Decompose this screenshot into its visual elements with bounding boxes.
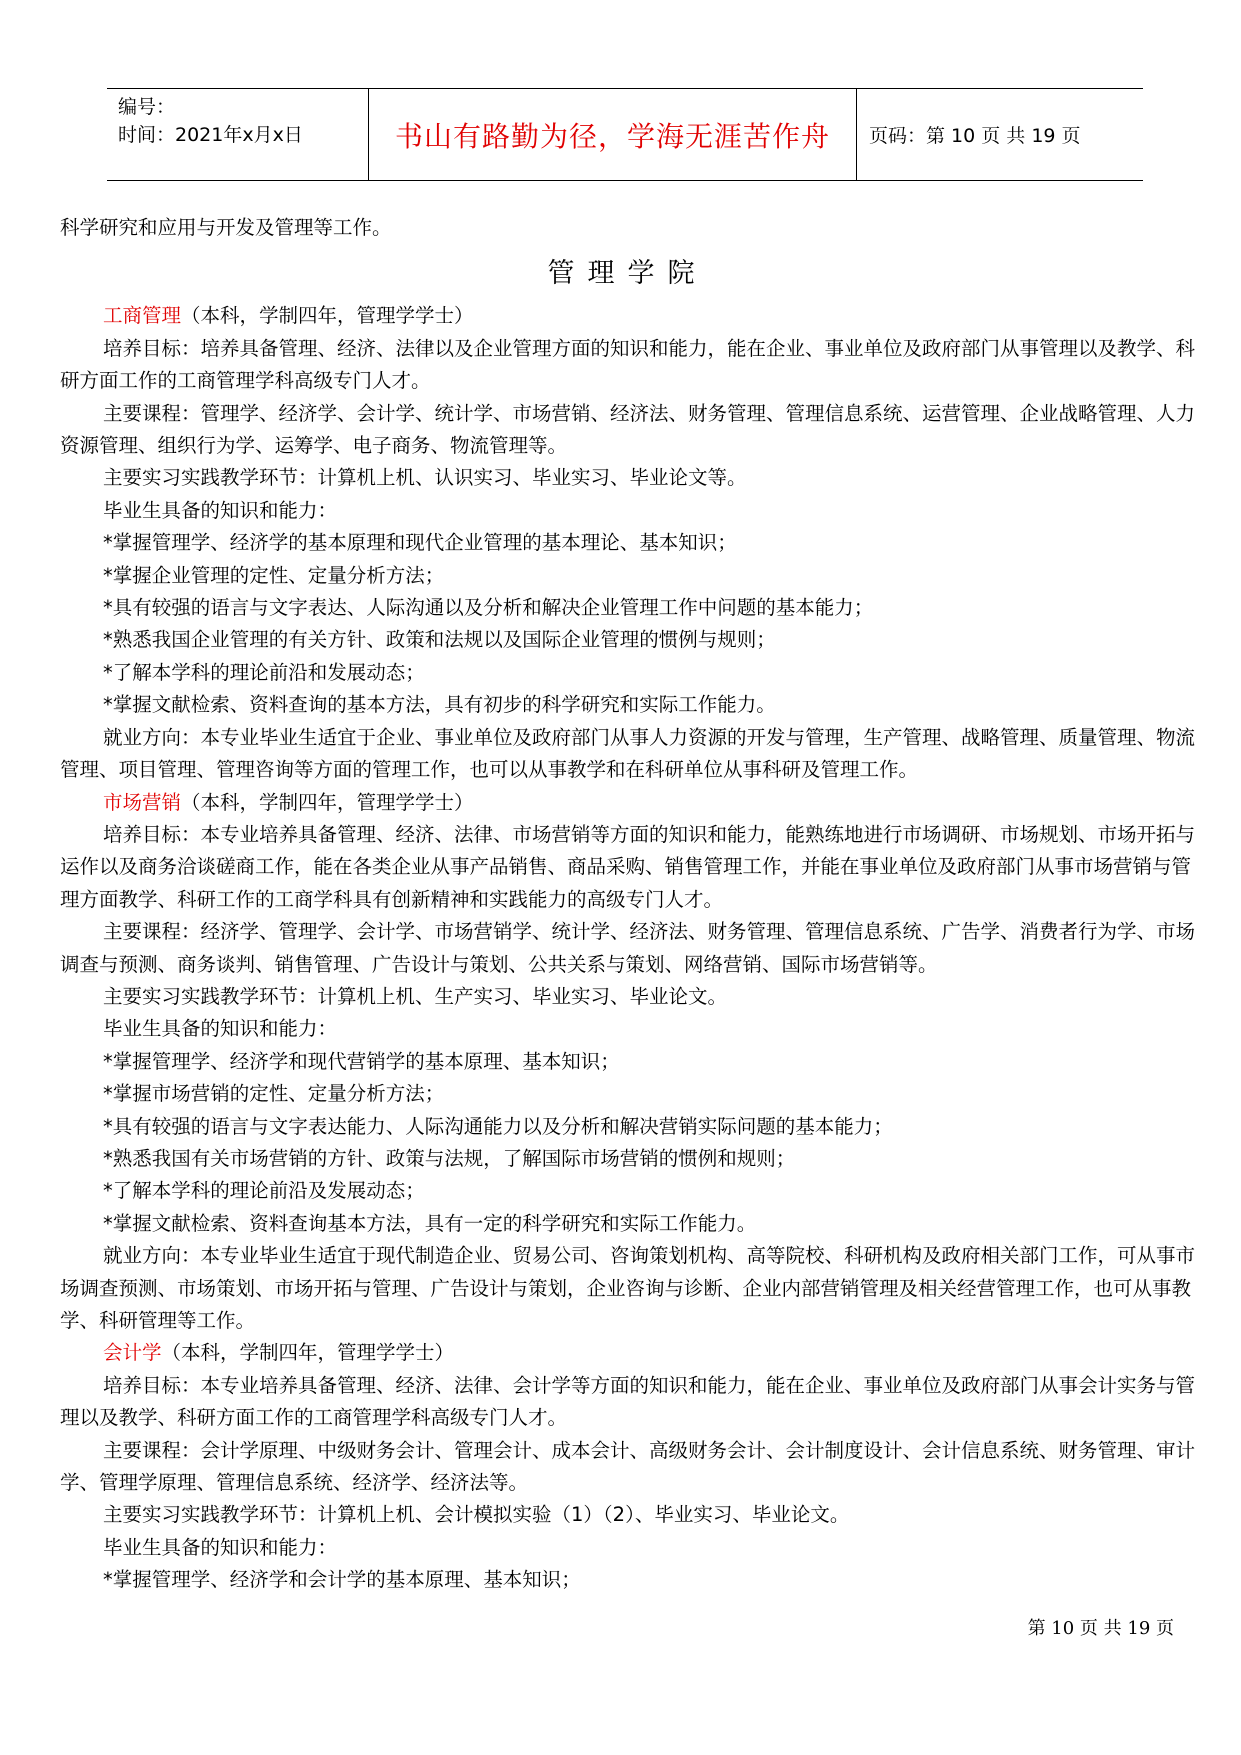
major-heading <box>60 300 1195 332</box>
major-meta: （本科，学制四年，管理学学士） <box>181 790 474 814</box>
section-paragraph: 培养目标：培养具备管理、经济、法律以及企业管理方面的知识和能力，能在企业、事业单位及政府部门从事管理以及教学、科研方面工作的工商管理学科高级专门人才。 <box>60 336 1196 393</box>
ability-item: *掌握管理学、经济学和会计学的基本原理、基本知识； <box>103 1568 581 1592</box>
ability-item: *掌握企业管理的定性、定量分析方法； <box>103 563 445 587</box>
ability-item: *掌握市场营销的定性、定量分析方法； <box>103 1082 445 1106</box>
ability-item: *了解本学科的理论前沿及发展动态； <box>103 1179 425 1203</box>
intro-line: 科学研究和应用与开发及管理等工作。 <box>60 216 392 239</box>
ability-item: *了解本学科的理论前沿和发展动态； <box>103 660 425 684</box>
major-heading <box>60 787 1195 819</box>
ability-item: *具有较强的语言与文字表达、人际沟通以及分析和解决企业管理工作中问题的基本能力； <box>103 596 874 620</box>
major-name: 会计学 <box>103 1341 162 1365</box>
major-section <box>60 300 1195 786</box>
number-label: 编号： <box>118 96 176 118</box>
page-footer: 第 10 页 共 19 页 <box>1027 1618 1174 1639</box>
major-name: 市场营销 <box>103 790 182 814</box>
major-section <box>60 1337 1195 1596</box>
ability-item: *掌握文献检索、资料查询基本方法，具有一定的科学研究和实际工作能力。 <box>103 1211 757 1235</box>
motto: 书山有路勤为径，学海无涯苦作舟 <box>369 89 857 180</box>
major-name: 工商管理 <box>103 304 182 328</box>
page-header <box>107 88 1143 181</box>
ability-item: *掌握管理学、经济学和现代营销学的基本原理、基本知识； <box>103 1049 620 1073</box>
section-paragraph: 毕业生具备的知识和能力： <box>103 1535 338 1559</box>
document-body <box>60 212 1195 1597</box>
section-paragraph: 主要实习实践教学环节：计算机上机、认识实习、毕业实习、毕业论文等。 <box>103 466 747 490</box>
ability-item: *熟悉我国企业管理的有关方针、政策和法规以及国际企业管理的惯例与规则； <box>103 628 776 652</box>
major-meta: （本科，学制四年，管理学学士） <box>161 1341 455 1365</box>
major-meta: （本科，学制四年，管理学学士） <box>181 304 474 328</box>
section-paragraph: 毕业生具备的知识和能力： <box>103 1017 338 1041</box>
section-paragraph: 主要实习实践教学环节：计算机上机、会计模拟实验（1）（2）、毕业实习、毕业论文。 <box>103 1503 850 1527</box>
major-heading <box>60 1337 1195 1369</box>
section-paragraph: 主要课程：会计学原理、中级财务会计、管理会计、成本会计、高级财务会计、会计制度设计、会计信息系统、财务管理、审计学、管理学原理、管理信息系统、经济学、经济法等。 <box>60 1438 1196 1495</box>
ability-item: *掌握文献检索、资料查询的基本方法，具有初步的科学研究和实际工作能力。 <box>103 693 776 717</box>
employment-paragraph: 就业方向：本专业毕业生适宜于现代制造企业、贸易公司、咨询策划机构、高等院校、科研机构及政府相关部门工作，可从事市场调查预测、市场策划、市场开拓与管理、广告设计与策划，企业咨询与诊断、企业内部营销管理及相关经营管理工作，也可从事教学、科研管理等工作。 <box>60 1244 1196 1332</box>
ability-item: *熟悉我国有关市场营销的方针、政策与法规，了解国际市场营销的惯例和规则； <box>103 1146 796 1170</box>
section-paragraph: 主要课程：管理学、经济学、会计学、统计学、市场营销、经济法、财务管理、管理信息系统、运营管理、企业战略管理、人力资源管理、组织行为学、运筹学、电子商务、物流管理等。 <box>60 401 1196 458</box>
ability-item: *具有较强的语言与文字表达能力、人际沟通能力以及分析和解决营销实际问题的基本能力； <box>103 1114 893 1138</box>
page-code: 页码：第 10 页 共 19 页 <box>869 125 1081 147</box>
section-paragraph: 培养目标：本专业培养具备管理、经济、法律、市场营销等方面的知识和能力，能熟练地进行市场调研、市场规划、市场开拓与运作以及商务洽谈磋商工作，能在各类企业从事产品销售、商品采购、销售管理工作，并能在事业单位及政府部门从事市场营销与管理方面教学、科研工作的工商学科具有创新精神和实践能力的高级专门人才。 <box>60 822 1196 911</box>
section-paragraph: 主要课程：经济学、管理学、会计学、市场营销学、统计学、经济法、财务管理、管理信息系统、广告学、消费者行为学、市场调查与预测、商务谈判、销售管理、广告设计与策划、公共关系与策划、网络营销、国际市场营销等。 <box>60 920 1196 976</box>
header-left-cell <box>107 89 369 180</box>
ability-item: *掌握管理学、经济学的基本原理和现代企业管理的基本理论、基本知识； <box>103 531 737 555</box>
time-label: 时间：2021年x月x日 <box>118 124 303 146</box>
sections <box>60 300 1195 1596</box>
major-section <box>60 787 1195 1338</box>
section-paragraph: 培养目标：本专业培养具备管理、经济、法律、会计学等方面的知识和能力，能在企业、事业单位及政府部门从事会计实务与管理以及教学、科研方面工作的工商管理学科高级专门人才。 <box>60 1373 1196 1430</box>
employment-paragraph: 就业方向：本专业毕业生适宜于企业、事业单位及政府部门从事人力资源的开发与管理，生产管理、战略管理、质量管理、物流管理、项目管理、管理咨询等方面的管理工作，也可以从事教学和在科研单位从事科研及管理工作。 <box>60 725 1196 782</box>
section-paragraph: 主要实习实践教学环节：计算机上机、生产实习、毕业实习、毕业论文。 <box>103 984 728 1008</box>
college-title: 管理学院 <box>547 258 708 290</box>
section-paragraph: 毕业生具备的知识和能力： <box>103 498 338 522</box>
